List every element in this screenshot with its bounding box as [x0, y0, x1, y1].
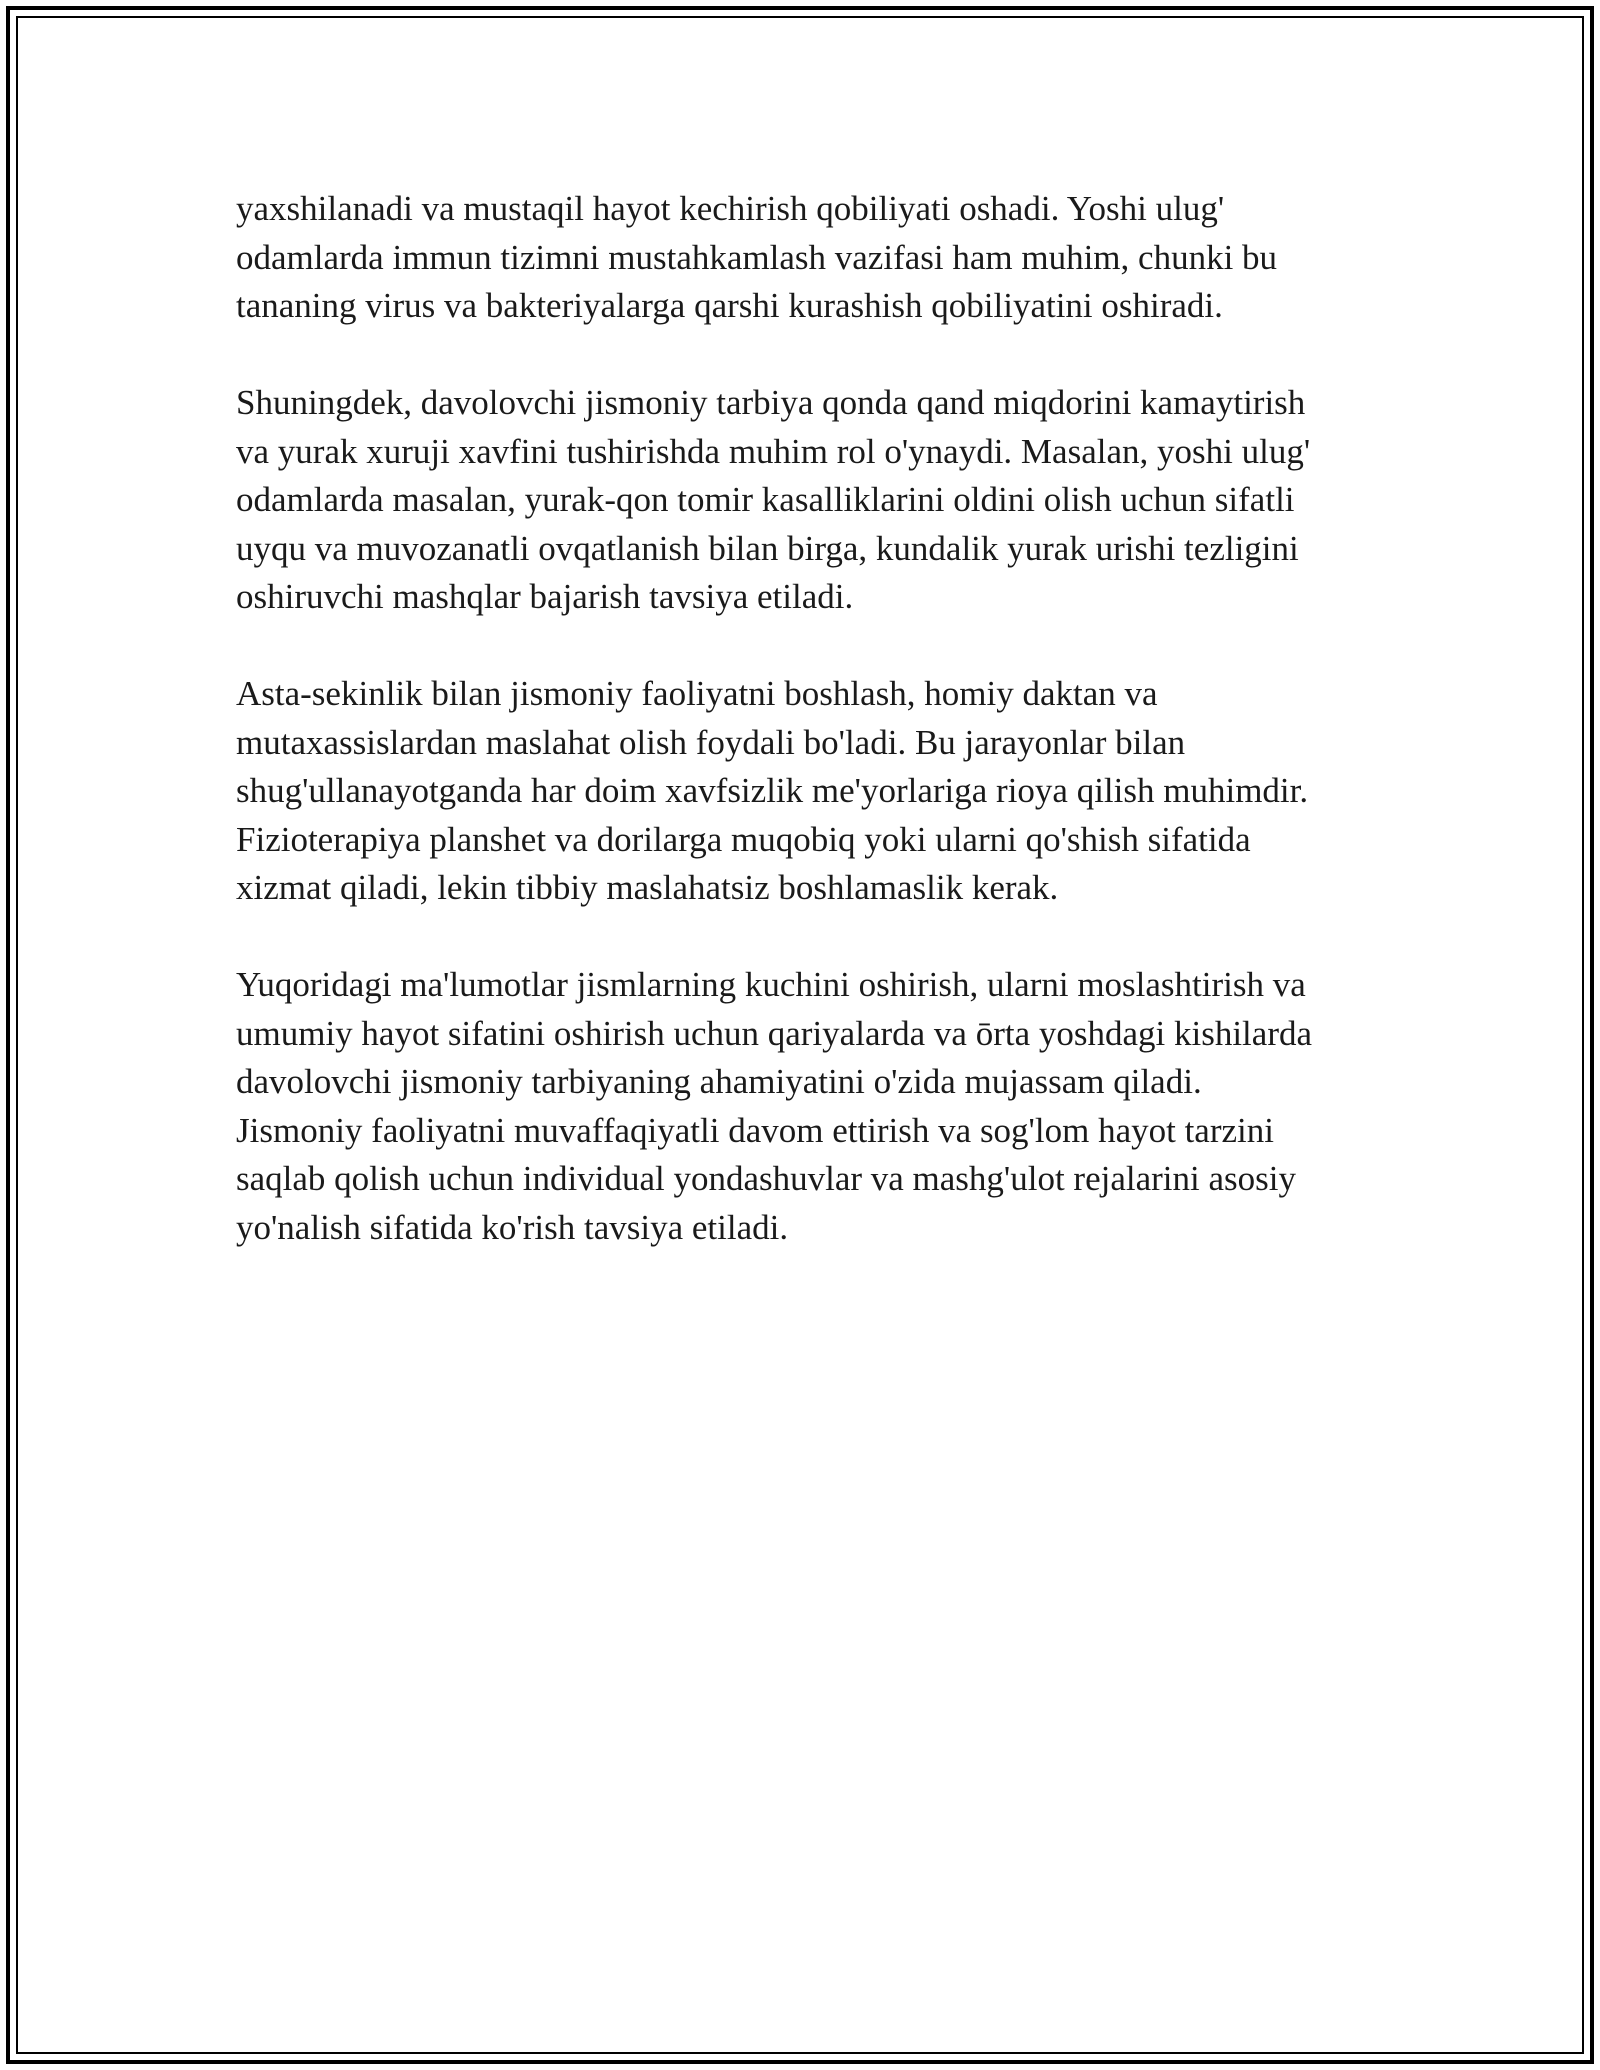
text-line: mutaxassislardan maslahat olish foydali bo'ladi. Bu jarayonlar bilan — [236, 722, 1186, 762]
text-line: oshiruvchi mashqlar bajarish tavsiya etiladi. — [236, 577, 854, 616]
text-line: Yuqoridagi ma'lumotlar jismlarning kuchini oshirish, ularni moslashtirish va — [236, 965, 1306, 1004]
paragraph-1 — [236, 185, 1386, 331]
document-body — [236, 185, 1386, 1301]
text-line: umumiy hayot sifatini oshirish uchun qariyalarda va ōrta yoshdagi kishilarda — [236, 1013, 1313, 1053]
text-line: shug'ullanayotganda har doim xavfsizlik me'yorlariga rioya qilish muhimdir. — [236, 771, 1309, 810]
text-line: tananing virus va bakteriyalarga qarshi kurashish qobiliyatini oshiradi. — [236, 286, 1223, 325]
paragraph-3 — [236, 670, 1386, 913]
text-line: saqlab qolish uchun individual yondashuvlar va mashg'ulot rejalarini asosiy — [236, 1159, 1296, 1198]
text-line: Fizioterapiya planshet va dorilarga muqobiq yoki ularni qo'shish sifatida — [236, 819, 1251, 859]
text-line: odamlarda immun tizimni mustahkamlash vazifasi ham muhim, chunki bu — [236, 237, 1278, 277]
text-line: uyqu va muvozanatli ovqatlanish bilan birga, kundalik yurak urishi tezligini — [236, 528, 1299, 568]
text-line: va yurak xuruji xavfini tushirishda muhim rol o'ynaydi. Masalan, yoshi ulug' — [236, 431, 1311, 471]
text-line: xizmat qiladi, lekin tibbiy maslahatsiz boshlamaslik kerak. — [236, 868, 1059, 907]
text-line: Jismoniy faoliyatni muvaffaqiyatli davom ettirish va sog'lom hayot tarzini — [236, 1110, 1274, 1150]
text-line: yaxshilanadi va mustaqil hayot kechirish qobiliyati oshadi. Yoshi ulug' — [236, 189, 1225, 228]
text-line: odamlarda masalan, yurak-qon tomir kasalliklarini oldini olish uchun sifatli — [236, 480, 1295, 519]
paragraph-2 — [236, 379, 1386, 622]
text-line: davolovchi jismoniy tarbiyaning ahamiyatini o'zida mujassam qiladi. — [236, 1062, 1202, 1101]
text-line: Asta-sekinlik bilan jismoniy faoliyatni boshlash, homiy daktan va — [236, 674, 1158, 713]
text-line: yo'nalish sifatida ko'rish tavsiya etiladi. — [236, 1207, 789, 1247]
paragraph-4 — [236, 961, 1386, 1252]
text-line: Shuningdek, davolovchi jismoniy tarbiya qonda qand miqdorini kamaytirish — [236, 383, 1306, 422]
